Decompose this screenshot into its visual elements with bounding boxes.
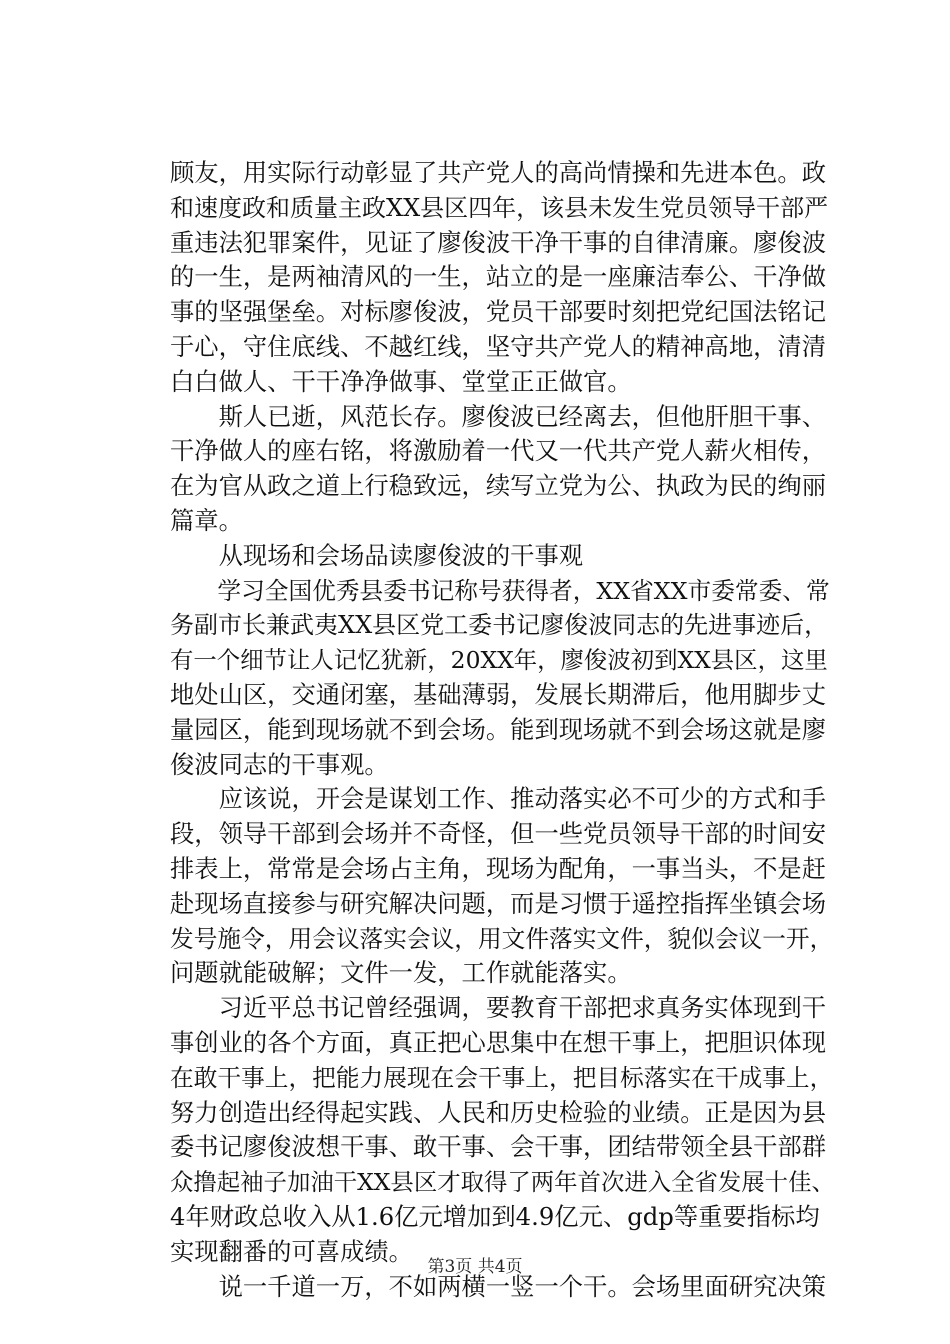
page-footer: 第3页 共4页 xyxy=(427,1257,523,1277)
text-line: 在敢干事上，把能力展现在会干事上，把目标落实在干成事上， xyxy=(170,1063,834,1092)
text-line: 从现场和会场品读廖俊波的干事观 xyxy=(170,540,584,570)
text-line: 4年财政总收入从1.6亿元增加到4.9亿元、gdp等重要指标均 xyxy=(170,1201,820,1231)
text-line: 问题就能破解；文件一发，工作就能落实。 xyxy=(170,958,632,988)
text-line: 排表上，常常是会场占主角，现场为配角，一事当头，不是赶 xyxy=(170,853,827,883)
text-line: 于心，守住底线、不越红线，坚守共产党人的精神高地，清清 xyxy=(170,331,827,361)
text-line: 在为官从政之道上行稳致远，续写立党为公、执政为民的绚丽 xyxy=(170,471,827,501)
text-line: 白白做人、干干净净做事、堂堂正正做官。 xyxy=(170,366,632,396)
text-line: 事的坚强堡垒。对标廖俊波，党员干部要时刻把党纪国法铭记 xyxy=(170,297,827,327)
text-line: 量园区，能到现场就不到会场。能到现场就不到会场这就是廖 xyxy=(170,714,827,744)
body-text xyxy=(170,156,835,1304)
text-line: 段，领导干部到会场并不奇怪，但一些党员领导干部的时间安 xyxy=(170,819,827,849)
text-line: 发号施令，用会议落实会议，用文件落实文件，貌似会议一开， xyxy=(170,924,834,953)
text-line: 重违法犯罪案件，见证了廖俊波干净干事的自律清廉。廖俊波 xyxy=(170,227,827,257)
text-line: 应该说，开会是谋划工作、推动落实必不可少的方式和手 xyxy=(170,784,827,814)
text-line: 务副市长兼武夷XX县区党工委书记廖俊波同志的先进事迹后， xyxy=(170,611,829,640)
text-line: 委书记廖俊波想干事、敢干事、会干事，团结带领全县干部群 xyxy=(170,1132,827,1162)
text-line: 赴现场直接参与研究解决问题，而是习惯于遥控指挥坐镇会场 xyxy=(170,888,827,918)
text-line: 干净做人的座右铭，将激励着一代又一代共产党人薪火相传， xyxy=(170,436,827,466)
text-line: 的一生，是两袖清风的一生，站立的是一座廉洁奉公、干净做 xyxy=(170,262,827,292)
text-line: 和速度政和质量主政XX县区四年，该县未发生党员领导干部严 xyxy=(170,193,829,222)
text-line: 有一个细节让人记忆犹新，20XX年，廖俊波初到XX县区，这里 xyxy=(170,646,828,675)
text-line: 众撸起袖子加油干XX县区才取得了两年首次进入全省发展十佳、 xyxy=(170,1168,835,1197)
text-line: 俊波同志的干事观。 xyxy=(170,749,389,779)
text-line: 实现翻番的可喜成绩。 xyxy=(170,1236,413,1266)
text-line: 说一千道一万，不如两横一竖一个干。会场里面研究决策 xyxy=(170,1271,827,1301)
text-line: 地处山区，交通闭塞，基础薄弱，发展长期滞后，他用脚步丈 xyxy=(170,679,827,709)
text-line: 斯人已逝，风范长存。廖俊波已经离去，但他肝胆干事、 xyxy=(170,401,827,431)
text-line: 篇章。 xyxy=(170,505,243,535)
text-line: 学习全国优秀县委书记称号获得者，XX省XX市委常委、常 xyxy=(170,576,830,605)
text-line: 顾友，用实际行动彰显了共产党人的高尚情操和先进本色。政 xyxy=(170,158,827,187)
text-line: 事创业的各个方面，真正把心思集中在想干事上，把胆识体现 xyxy=(170,1027,827,1057)
text-line: 努力创造出经得起实践、人民和历史检验的业绩。正是因为县 xyxy=(170,1097,827,1127)
text-line: 习近平总书记曾经强调，要教育干部把求真务实体现到干 xyxy=(170,993,827,1023)
